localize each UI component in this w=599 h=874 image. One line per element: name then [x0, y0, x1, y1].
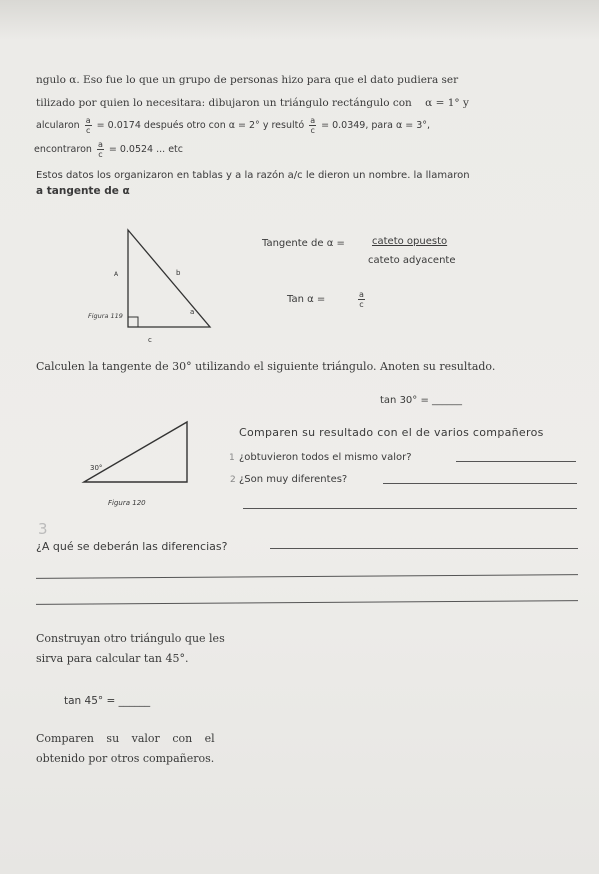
- frac-num: a: [310, 116, 316, 125]
- q3-answer-line-2[interactable]: [36, 574, 578, 579]
- intro-line-5: Estos datos los organizaron en tablas y a la razón a/c le dieron un nombre. la llamaron: [36, 170, 470, 181]
- task2-line-3: Comparen su valor con el: [36, 732, 215, 745]
- task1-instruction: Calculen la tangente de 30° utilizando el siguiente triángulo. Anoten su resultado.: [36, 360, 496, 373]
- intro-line-4-b: = 0.0524 ... etc: [108, 144, 183, 155]
- tan30-expression: tan 30° = ______: [380, 395, 463, 406]
- q3-text: ¿A qué se deberán las diferencias?: [36, 540, 228, 553]
- tan-alpha-lhs: Tan α =: [287, 294, 326, 305]
- intro-line-3-c: = 0.0349, para α = 3°,: [321, 120, 431, 131]
- q3-number: 3: [38, 520, 48, 538]
- task2-line-2: sirva para calcular tan 45°.: [36, 652, 189, 665]
- intro-line-2-end: α = 1° y: [425, 97, 469, 109]
- tangent-definition-lhs: Tangente de α =: [262, 238, 345, 249]
- fig120-angle-label: 30°: [90, 464, 103, 472]
- figure-119-triangle: [110, 222, 220, 347]
- tan-num: a: [359, 290, 364, 299]
- tangent-denominator: cateto adyacente: [368, 255, 456, 266]
- q2-answer-line[interactable]: [383, 483, 577, 484]
- tan45-expression: tan 45° = ______: [64, 695, 151, 707]
- fraction-a-over-c: [97, 140, 104, 159]
- fig119-label-c: c: [148, 336, 152, 344]
- intro-line-3-b: = 0.0174 después otro con α = 2° y resultó: [96, 120, 305, 131]
- q3-answer-line[interactable]: [270, 548, 578, 549]
- figure-120-triangle: [76, 412, 196, 492]
- q2-answer-line-2[interactable]: [243, 508, 577, 509]
- q1-text: ¿obtuvieron todos el mismo valor?: [239, 452, 412, 463]
- intro-line-4-a: encontraron: [34, 144, 92, 155]
- frac-num: a: [85, 116, 91, 125]
- compare-text: Comparen su resultado con el de varios compañeros: [239, 426, 544, 439]
- task2-line-4: obtenido por otros compañeros.: [36, 752, 215, 765]
- frac-den: c: [98, 150, 103, 159]
- intro-line-4: [34, 140, 183, 159]
- task2-line-1: Construyan otro triángulo que les: [36, 632, 225, 645]
- fraction-a-over-c: [309, 116, 316, 135]
- intro-line-2: [36, 97, 469, 110]
- q1-number: 1: [229, 453, 235, 463]
- fig119-label-a2: a: [190, 308, 195, 316]
- figure-120-caption: Figura 120: [108, 499, 146, 507]
- frac-num: a: [97, 140, 103, 149]
- intro-line-6: a tangente de α: [36, 185, 130, 197]
- figure-119-caption: Figura 119: [88, 312, 123, 320]
- fraction-a-over-c: [85, 116, 92, 135]
- tangent-numerator: cateto opuesto: [372, 236, 448, 247]
- frac-den: c: [310, 126, 315, 135]
- tan-alpha-fraction: [358, 290, 365, 309]
- frac-den: c: [85, 126, 91, 135]
- intro-line-2-text: tilizado por quien lo necesitara: dibujaron un triángulo rectángulo con: [36, 97, 412, 109]
- intro-line-3: [36, 116, 430, 135]
- intro-line-3-a: alcularon: [36, 120, 80, 131]
- q3-answer-line-3[interactable]: [36, 600, 578, 605]
- q2-number: 2: [230, 475, 236, 485]
- fig119-label-b: b: [176, 269, 181, 277]
- fig119-label-a: A: [114, 271, 119, 278]
- q1-answer-line[interactable]: [456, 461, 576, 462]
- q2-text: ¿Son muy diferentes?: [239, 474, 348, 485]
- intro-line-1: ngulo α. Eso fue lo que un grupo de personas hizo para que el dato pudiera ser: [36, 74, 459, 86]
- tan-den: c: [359, 300, 364, 309]
